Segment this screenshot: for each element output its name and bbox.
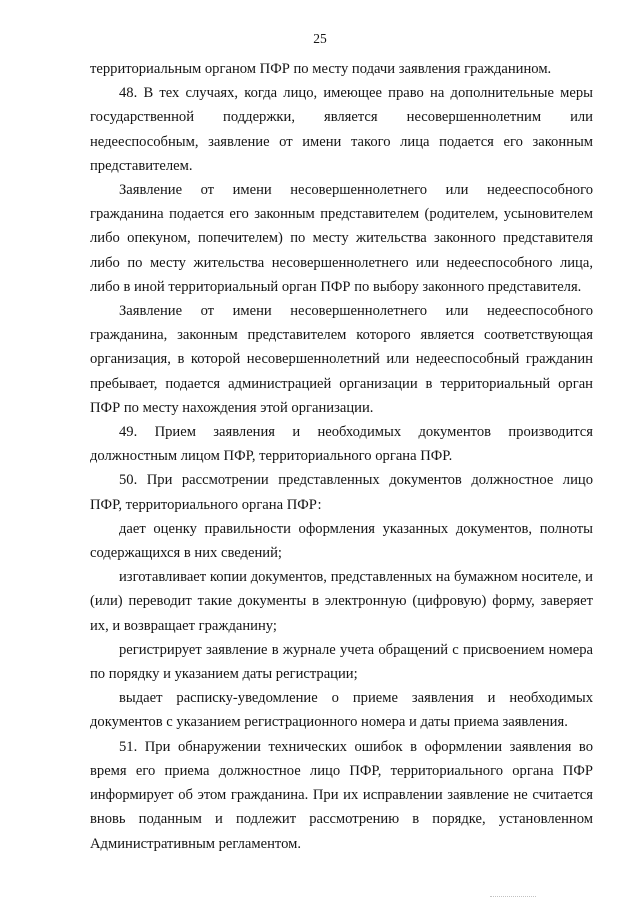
paragraph-50-item-registration: регистрирует заявление в журнале учета обращений с присвоением номера по порядку и указанием даты регистрации; xyxy=(90,641,593,683)
paragraph-48: 48. В тех случаях, когда лицо, имеющее право на дополнительные меры государственной поддержки, является несовершеннолетним или недееспособным, заявление от имени такого лица подается его законным представителем. xyxy=(90,85,593,174)
paragraph-50-item-receipt: выдает расписку-уведомление о приеме заявления и необходимых документов с указанием регистрационного номера и даты приема заявления. xyxy=(90,690,593,731)
page-number: 25 xyxy=(313,31,327,46)
paragraph-50-item-copies: изготавливает копии документов, представленных на бумажном носителе, и (или) переводит такие документы в электронную (цифровую) форму, заверяет их, и возвращает гражданину; xyxy=(90,569,593,634)
paragraph-continuation: территориальным органом ПФР по месту подачи заявления гражданином. xyxy=(90,61,552,77)
paragraph-51: 51. При обнаружении технических ошибок в оформлении заявления во время его приема должностное лицо ПФР, территориального органа ПФР информирует об этом гражданина. При их исправлении заявление не считается вновь поданным и подлежит рассмотрению в порядке, установленном Административным регламентом. xyxy=(90,738,593,852)
paragraph-48-minor-representative: Заявление от имени несовершеннолетнего или недееспособного гражданина подается его законным представителем (родителем, усыновителем либо опекуном, попечителем) по месту жительства законного представителя либо по месту жительства несовершеннолетнего или недееспособного лица, либо в иной территориальный орган ПФР по выбору законного представителя. xyxy=(90,182,593,295)
document-body xyxy=(90,57,593,856)
paragraph-50: 50. При рассмотрении представленных документов должностное лицо ПФР, территориального органа ПФР: xyxy=(90,472,593,513)
paragraph-48-organization-representative: Заявление от имени несовершеннолетнего или недееспособного гражданина, законным представителем которого является соответствующая организация, в которой несовершеннолетний или недееспособный гражданин пребывает, подается администрацией организации в территориальный орган ПФР по месту нахождения этой организации. xyxy=(90,303,593,416)
scan-artifact xyxy=(490,896,536,903)
paragraph-50-item-assessment: дает оценку правильности оформления указанных документов, полноты содержащихся в них сведений; xyxy=(90,520,593,562)
paragraph-49: 49. Прием заявления и необходимых документов производится должностным лицом ПФР, территориального органа ПФР. xyxy=(90,424,593,465)
